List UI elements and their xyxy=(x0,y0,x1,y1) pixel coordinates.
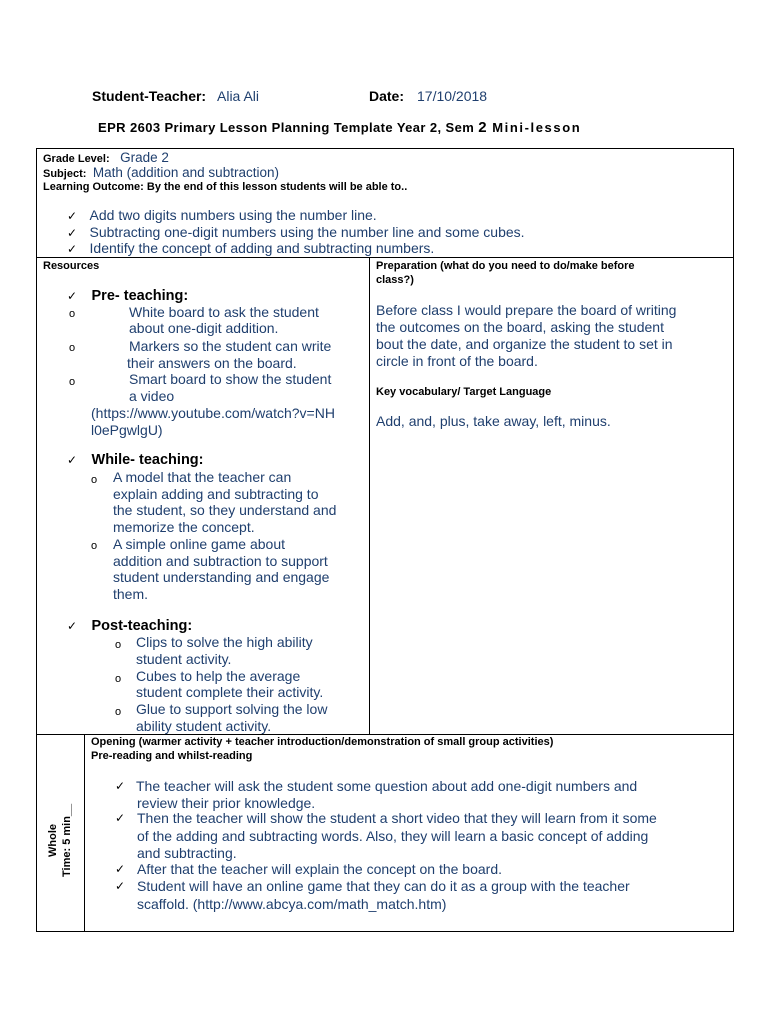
pre-teaching-heading-row xyxy=(67,287,188,305)
post-item-line: student activity. xyxy=(136,651,232,667)
outcome-text: Add two digits numbers using the number line. xyxy=(89,207,377,223)
video-link[interactable]: l0ePgwlgU) xyxy=(91,422,163,438)
opening-item-line: of the adding and subtracting words. Also, they will learn a basic concept of adding xyxy=(137,828,649,844)
resources-box xyxy=(36,257,370,735)
post-item-line: Cubes to help the average xyxy=(136,668,301,684)
pre-item-line: their answers on the board. xyxy=(127,355,297,371)
while-item-line: memorize the concept. xyxy=(113,519,255,535)
time-label: Time: 5 min__ xyxy=(61,803,73,877)
outcome-text: Subtracting one-digit numbers using the number line and some cubes. xyxy=(89,224,525,240)
circle-bullet-icon: o xyxy=(115,639,122,651)
whole-label: Whole xyxy=(47,824,59,857)
check-icon: ✓ xyxy=(67,242,78,256)
title-part-2: Mini-lesson xyxy=(486,120,582,135)
opening-item-line: The teacher will ask the student some question about add one-digit numbers and xyxy=(136,778,638,794)
resources-label: Resources xyxy=(43,260,100,272)
check-icon: ✓ xyxy=(67,209,78,223)
while-item-line: them. xyxy=(113,586,149,602)
pre-item-line: Smart board to show the student xyxy=(129,371,332,387)
preparation-text-line: Before class I would prepare the board of writing xyxy=(376,302,677,318)
preparation-label-cont: class?) xyxy=(376,274,414,286)
outcome-text: Identify the concept of adding and subtracting numbers. xyxy=(89,240,435,256)
while-item-line: explain adding and subtracting to xyxy=(113,486,319,502)
pre-item-line: about one-digit addition. xyxy=(129,320,279,336)
opening-item-line: Student will have an online game that they can do it as a group with the teacher xyxy=(137,878,630,894)
header-line xyxy=(92,88,488,104)
subject-value: Math (addition and subtraction) xyxy=(92,165,279,180)
pre-item-line: a video xyxy=(129,388,175,404)
vocabulary-label: Key vocabulary/ Target Language xyxy=(376,386,552,398)
circle-bullet-icon: o xyxy=(69,342,76,354)
student-teacher-label: Student-Teacher: xyxy=(92,88,207,104)
preparation-text-line: circle in front of the board. xyxy=(376,353,538,369)
while-item-line: the student, so they understand and xyxy=(113,502,337,518)
title-number: 2 xyxy=(478,119,487,136)
opening-item-line: After that the teacher will explain the concept on the board. xyxy=(137,861,503,877)
post-teaching-heading-row xyxy=(67,617,192,635)
while-item-line: A simple online game about xyxy=(113,536,285,552)
while-item-line: A model that the teacher can xyxy=(113,469,292,485)
circle-bullet-icon: o xyxy=(69,376,76,388)
grade-label: Grade Level: xyxy=(43,153,110,165)
opening-item-line: and subtracting. xyxy=(137,845,237,861)
check-icon: ✓ xyxy=(115,879,126,893)
opening-subheading: Pre-reading and whilst-reading xyxy=(91,750,253,762)
preparation-label: Preparation (what do you need to do/make before xyxy=(376,260,635,272)
while-teaching-heading-row xyxy=(67,451,204,469)
post-item-line: Glue to support solving the low xyxy=(136,701,328,717)
post-item-line: ability student activity. xyxy=(136,718,272,734)
post-item-line: student complete their activity. xyxy=(136,684,324,700)
student-teacher-value: Alia Ali xyxy=(217,88,260,104)
subject-label: Subject: xyxy=(43,168,87,180)
opening-box xyxy=(84,734,734,932)
pre-teaching-heading: Pre- teaching: xyxy=(91,288,189,304)
subject-line xyxy=(43,164,279,182)
check-icon: ✓ xyxy=(67,289,78,303)
while-item-line: student understanding and engage xyxy=(113,569,330,585)
date-value: 17/10/2018 xyxy=(417,88,488,104)
post-item-line: Clips to solve the high ability xyxy=(136,634,313,650)
check-icon: ✓ xyxy=(67,226,78,240)
post-teaching-heading: Post-teaching: xyxy=(91,618,193,634)
check-icon: ✓ xyxy=(115,862,126,876)
whole-time-cell xyxy=(36,734,85,932)
while-item-line: addition and subtraction to support xyxy=(113,553,328,569)
grade-value: Grade 2 xyxy=(120,150,169,165)
opening-item-line[interactable]: scaffold. (http://www.abcya.com/math_match.htm) xyxy=(137,896,447,912)
check-icon: ✓ xyxy=(67,619,78,633)
circle-bullet-icon: o xyxy=(91,540,98,552)
circle-bullet-icon: o xyxy=(115,673,122,685)
date-label: Date: xyxy=(369,88,405,104)
check-icon: ✓ xyxy=(115,779,126,793)
pre-item-line: Markers so the student can write xyxy=(129,338,332,354)
outcome-item xyxy=(67,240,434,258)
while-teaching-heading: While- teaching: xyxy=(91,452,204,468)
outcome-item xyxy=(67,207,377,225)
check-icon: ✓ xyxy=(67,453,78,467)
document-title xyxy=(98,119,581,136)
overview-box xyxy=(36,148,734,258)
outcome-label: Learning Outcome: By the end of this lesson students will be able to.. xyxy=(43,181,408,193)
pre-item-line: White board to ask the student xyxy=(129,304,319,320)
preparation-box xyxy=(369,257,734,735)
preparation-text-line: the outcomes on the board, asking the student xyxy=(376,319,664,335)
vocabulary-text: Add, and, plus, take away, left, minus. xyxy=(376,413,611,429)
circle-bullet-icon: o xyxy=(115,706,122,718)
check-icon: ✓ xyxy=(115,811,126,825)
opening-item-line: review their prior knowledge. xyxy=(137,795,316,811)
circle-bullet-icon: o xyxy=(91,474,98,486)
preparation-text-line: bout the date, and organize the student to set in xyxy=(376,336,673,352)
opening-item-line: Then the teacher will show the student a short video that they will learn from it some xyxy=(137,810,657,826)
video-link[interactable]: (https://www.youtube.com/watch?v=NH xyxy=(91,405,335,421)
title-part-1: EPR 2603 Primary Lesson Planning Template Year 2, Sem xyxy=(98,120,479,135)
opening-heading: Opening (warmer activity + teacher introduction/demonstration of small group activities) xyxy=(91,736,554,748)
circle-bullet-icon: o xyxy=(69,308,76,320)
